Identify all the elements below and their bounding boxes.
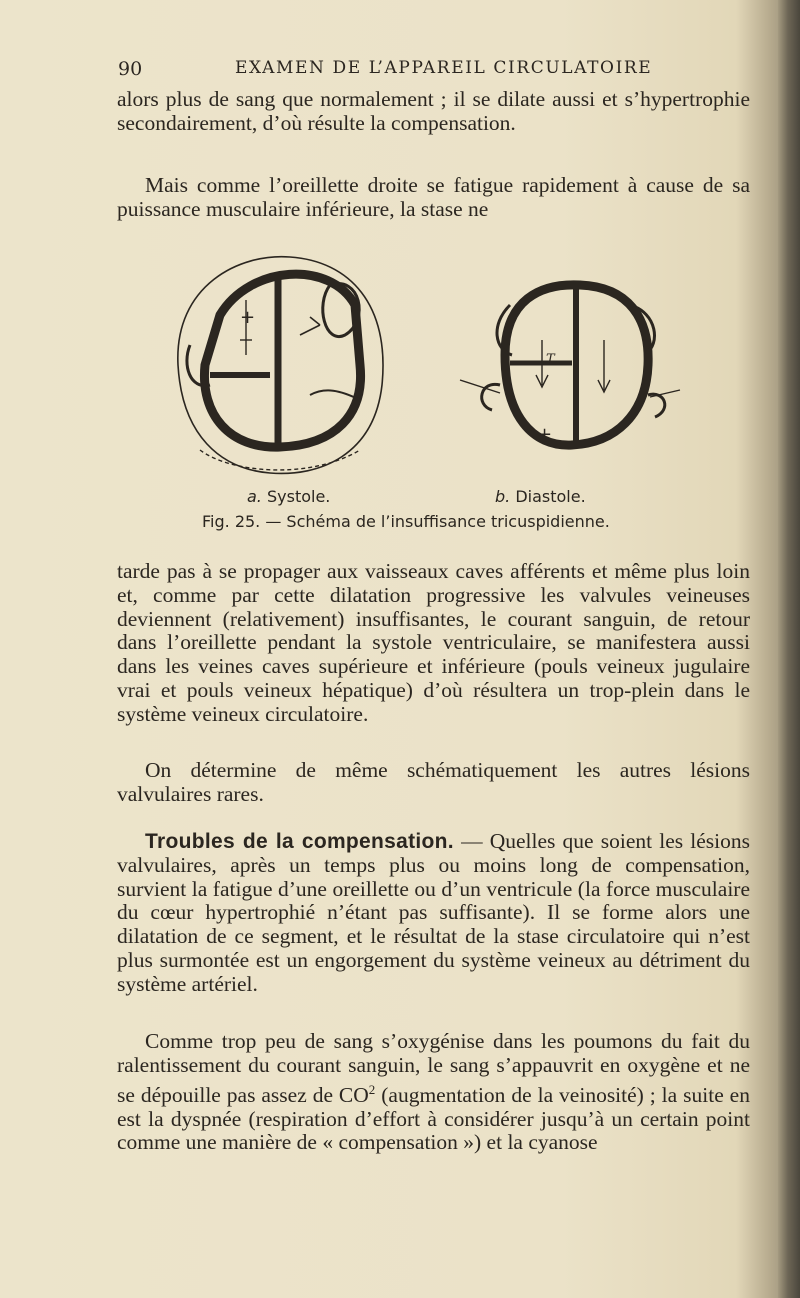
paragraph-6-text-a: Comme trop peu de sang s’oxygénise dans les poumons du fait du ralentissement du courant sanguin, le sang s’appauvrit en oxygène et ne se dépouille pas assez de CO bbox=[117, 1029, 750, 1107]
plus-mark-a: + bbox=[240, 307, 256, 328]
section-heading: Troubles de la compensation. bbox=[145, 830, 454, 853]
page-edge-shadow bbox=[778, 0, 800, 1298]
paragraph-2: Mais comme l’oreillette droite se fatigue rapidement à cause de sa puissance musculaire inférieure, la stase ne bbox=[117, 173, 750, 221]
t-mark: T bbox=[546, 352, 555, 367]
systole-diagram bbox=[178, 257, 383, 474]
figure-label-letter-b: b. bbox=[495, 487, 511, 506]
page-number: 90 bbox=[118, 58, 143, 80]
paragraph-6 bbox=[117, 1030, 750, 1155]
paragraph-1: alors plus de sang que normalement ; il se dilate aussi et s’hypertrophie secondairement, d’où résulte la compensation. bbox=[117, 87, 750, 135]
figure-label-letter-a: a. bbox=[247, 487, 262, 506]
diastole-diagram bbox=[460, 285, 680, 445]
paragraph-3: tarde pas à se propager aux vaisseaux caves afférents et même plus loin et, comme par cette dilatation progressive les valvules veineuses deviennent (relativement) insuffisantes, le courant sanguin, de retour dans l’oreillette pendant la systole ventriculaire, se manifestera aussi dans les veines caves supérieure et inférieure (pouls veineux jugulaire vrai et pouls veineux hépatique) d’où résultera un trop-plein dans le système veineux circulatoire. bbox=[117, 559, 750, 726]
paragraph-5-text: — Quelles que soient les lésions valvulaires, après un temps plus ou moins long de compensation, survient la fatigue d’une oreillette ou d’un ventricule (la force musculaire du cœur hypertrophié n’étant pas suffisante). Il se forme alors une dilatation de ce segment, et le résultat de la stase circulatoire qui n’est plus surmontée est un engorgement du système veineux au détriment du système artériel. bbox=[117, 829, 750, 996]
running-title: EXAMEN DE L’APPAREIL CIRCULATOIRE bbox=[235, 58, 653, 78]
tricuspid-insufficiency-figure bbox=[160, 245, 720, 490]
plus-mark-b: + bbox=[537, 424, 553, 445]
paragraph-5 bbox=[117, 830, 750, 997]
paragraph-6-text-b: (augmentation de la veinosité) ; la suite en est la dyspnée (respiration d’effort à considérer jusqu’à un certain point comme une manière de « compensation ») et la cyanose bbox=[117, 1082, 750, 1155]
co2-subscript: 2 bbox=[368, 1081, 376, 1097]
figure-label-a-text: Systole. bbox=[261, 487, 331, 506]
figure-caption: Fig. 25. — Schéma de l’insuffisance tricuspidienne. bbox=[202, 512, 610, 531]
figure-label-diastole bbox=[495, 487, 586, 506]
figure-label-systole bbox=[247, 487, 330, 506]
figure-label-b-text: Diastole. bbox=[510, 487, 586, 506]
page-header bbox=[118, 58, 748, 86]
paragraph-4: On détermine de même schématiquement les autres lésions valvulaires rares. bbox=[117, 758, 750, 806]
